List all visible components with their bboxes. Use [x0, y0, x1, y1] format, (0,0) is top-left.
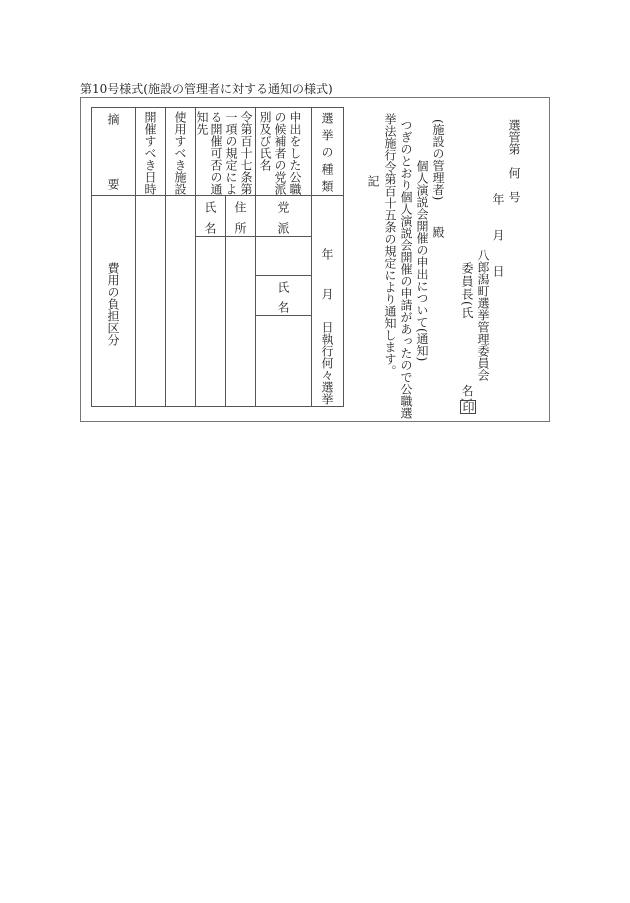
- header-notify-line3: る開催可否の通: [209, 111, 223, 195]
- doc-number: 選管第 何 号: [507, 119, 521, 203]
- header-datetime: 開催すべき日時: [143, 111, 157, 195]
- header-candidate-line2: の候補者の党派: [273, 111, 287, 195]
- chair-line: 委員長(氏 名): [460, 262, 474, 404]
- table-divider: [195, 107, 196, 407]
- sub-address-2: 所: [233, 222, 247, 234]
- table-divider: [165, 107, 166, 407]
- subject: 個人演説会開催の申出について(通知): [415, 160, 429, 362]
- table-divider: [225, 195, 226, 407]
- header-notify-line2: 一項の規定によ: [224, 111, 238, 195]
- header-remarks-1: 摘: [106, 113, 120, 125]
- date-line: 年 月 日: [491, 193, 505, 283]
- sub-notify-name-1: 氏: [203, 201, 217, 213]
- seal-mark: 印: [461, 401, 475, 413]
- header-facility: 使用すべき施設: [173, 111, 187, 195]
- sub-notify-name-2: 名: [203, 222, 217, 234]
- addressee: (施設の管理者): [431, 119, 445, 201]
- header-notify-line1: 令第百十七条第: [239, 111, 253, 195]
- body-line-1: つぎのとおり個人演説会開催の申請があったので公職選: [399, 119, 413, 419]
- table-divider: [255, 107, 256, 407]
- sub-name-1: 氏: [276, 281, 290, 293]
- table-divider: [311, 107, 312, 407]
- header-candidate-line3: 別及び氏名: [258, 111, 272, 171]
- election-value-year: 年: [320, 248, 334, 260]
- sub-address-1: 住: [233, 201, 247, 213]
- election-value-day: 日執行何々選挙: [320, 321, 334, 405]
- header-candidate-line1: 申出をした公職: [288, 111, 302, 195]
- header-notify-line4: 知先: [195, 111, 209, 135]
- table-divider: [255, 315, 311, 316]
- sub-party-2: 派: [276, 222, 290, 234]
- form-title: 第10号様式(施設の管理者に対する通知の様式): [80, 82, 333, 96]
- table-divider: [91, 195, 344, 196]
- table-divider: [255, 275, 311, 276]
- honorific: 殿: [431, 226, 445, 238]
- sub-party-1: 党: [276, 201, 290, 213]
- election-value-month: 月: [320, 288, 334, 300]
- sub-name-2: 名: [276, 301, 290, 313]
- cost-burden-label: 費用の負担区分: [106, 262, 120, 346]
- table-divider: [195, 236, 311, 237]
- issuer: 八郎潟町選挙管理委員会: [476, 249, 490, 381]
- header-remarks-2: 要: [106, 178, 120, 190]
- ki-label: 記: [366, 175, 380, 187]
- header-election-type: 選挙の種類: [320, 112, 334, 197]
- table-divider: [135, 107, 136, 407]
- body-line-2: 挙法施行令第百十五条の規定により通知します。: [383, 113, 397, 377]
